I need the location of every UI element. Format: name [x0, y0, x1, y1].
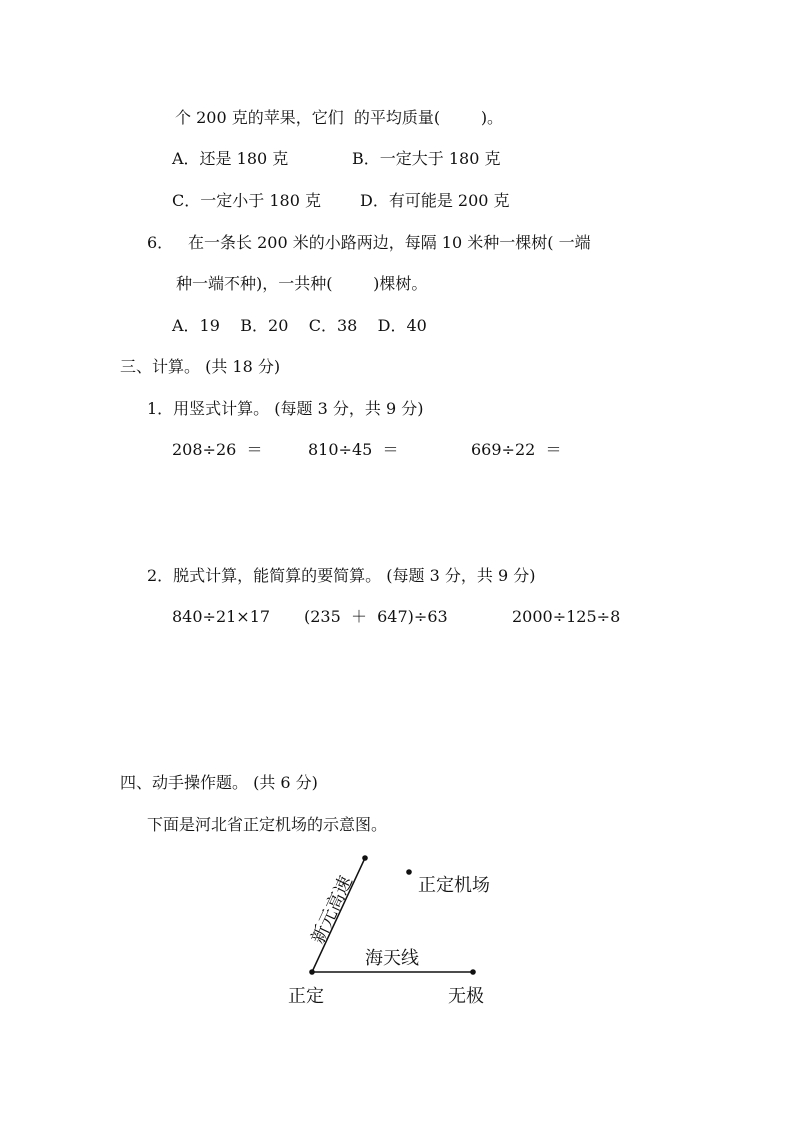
label-haitian: 海天线: [365, 948, 419, 969]
q5-option-c[interactable]: C．一定小于 180 克: [172, 191, 321, 210]
label-xinyuan: 新元高速: [307, 872, 357, 948]
sub1-expr-1: 208÷26 ＝: [172, 440, 263, 459]
sub1-expr-2: 810÷45 ＝: [308, 440, 399, 459]
sub2-title: 2．脱式计算，能简算的要简算。 (每题 3 分，共 9 分): [147, 566, 536, 585]
q5-continuation: 个 200 克的苹果，它们 的平均质量( )。: [175, 108, 504, 127]
label-wuji: 无极: [448, 986, 484, 1007]
sub1-expr-3: 669÷22 ＝: [471, 440, 562, 459]
q5-option-a[interactable]: A．还是 180 克: [172, 149, 289, 168]
q6-options[interactable]: A．19 B．20 C．38 D．40: [172, 316, 427, 335]
section-4-title: 四、动手操作题。 (共 6 分): [120, 773, 318, 792]
q6-number: 6．: [147, 233, 174, 252]
point-zhengding: [309, 969, 315, 975]
q5-option-b[interactable]: B．一定大于 180 克: [352, 149, 501, 168]
q5-option-d[interactable]: D．有可能是 200 克: [360, 191, 510, 210]
label-airport: 正定机场: [418, 875, 490, 896]
point-airport: [406, 869, 412, 875]
airport-map-diagram: [270, 845, 530, 1015]
point-xinyuan-end: [362, 855, 368, 861]
section-3-title: 三、计算。 (共 18 分): [120, 357, 281, 376]
q6-stem-line2: 种一端不种)，一共种( )棵树。: [176, 274, 428, 293]
q6-stem-line1: 在一条长 200 米的小路两边，每隔 10 米种一棵树( 一端: [188, 233, 591, 252]
point-wuji: [470, 969, 476, 975]
sub2-expr-1: 840÷21×17: [172, 607, 271, 626]
sub2-expr-3: 2000÷125÷8: [512, 607, 621, 626]
sub2-expr-2: (235 ＋ 647)÷63: [304, 607, 448, 626]
section-4-intro: 下面是河北省正定机场的示意图。: [147, 815, 388, 834]
sub1-title: 1．用竖式计算。 (每题 3 分，共 9 分): [147, 399, 424, 418]
label-zhengding: 正定: [288, 986, 324, 1007]
